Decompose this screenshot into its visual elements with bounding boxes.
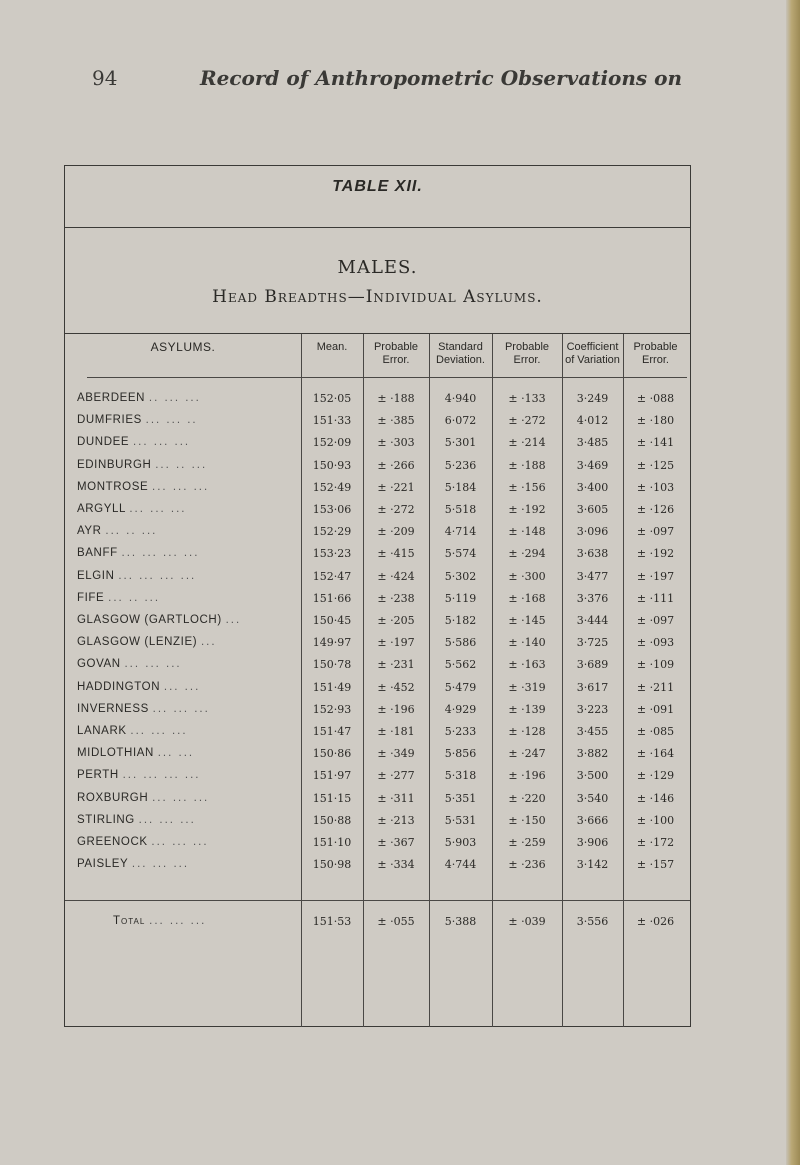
table-row (65, 700, 690, 722)
cell-probable-error-2: ± ·188 (508, 458, 546, 472)
cell-probable-error-2: ± ·150 (508, 813, 546, 827)
cell-mean: 151·33 (312, 414, 352, 428)
cell-standard-deviation: 4·940 (444, 392, 477, 405)
table-row (65, 500, 690, 522)
total-standard-deviation: 5·388 (444, 915, 477, 928)
cell-coefficient-of-variation: 3·906 (576, 836, 609, 849)
cell-mean: 151·97 (312, 769, 352, 783)
cell-standard-deviation: 5·236 (444, 458, 477, 472)
cell-probable-error-1: ± ·221 (377, 480, 415, 494)
cell-probable-error-1: ± ·311 (377, 791, 415, 805)
cell-probable-error-1: ± ·415 (377, 547, 415, 561)
cell-probable-error-1: ± ·196 (377, 702, 415, 716)
title-rule (65, 227, 690, 228)
cell-coefficient-of-variation: 3·500 (576, 769, 609, 783)
cell-probable-error-1: ± ·266 (377, 458, 415, 472)
cell-probable-error-1: ± ·349 (377, 747, 415, 761)
asylum-name: GREENOCK ... ... ... (77, 836, 209, 848)
asylum-name: GOVAN ... ... ... (77, 658, 182, 671)
cell-mean: 153·23 (312, 547, 352, 561)
asylum-name: BANFF ... ... ... ... (77, 547, 200, 560)
cell-probable-error-2: ± ·128 (508, 725, 546, 738)
header-asylums: ASYLUMS. (150, 340, 216, 354)
cell-standard-deviation: 5·574 (444, 547, 477, 561)
cell-probable-error-2: ± ·214 (508, 436, 546, 450)
cell-standard-deviation: 5·518 (444, 503, 477, 516)
cell-mean: 152·49 (312, 480, 352, 494)
table-row (65, 833, 690, 855)
table-row (65, 744, 690, 766)
asylum-name: FIFE ... .. ... (77, 591, 161, 604)
cell-mean: 151·15 (312, 791, 352, 805)
header-probable-error-1: Probable Error. (373, 341, 419, 366)
header-probable-error-3: Probable Error. (633, 341, 678, 366)
asylum-name: DUNDEE ... ... ... (77, 436, 191, 449)
cell-mean: 151·47 (312, 725, 352, 738)
cell-coefficient-of-variation: 3·376 (576, 591, 609, 605)
cell-probable-error-3: ± ·129 (636, 769, 675, 783)
cell-standard-deviation: 5·856 (444, 747, 477, 761)
cell-probable-error-2: ± ·163 (508, 658, 546, 672)
cell-probable-error-2: ± ·294 (508, 547, 546, 561)
running-title: Record of Anthropometric Observations on (200, 66, 683, 90)
cell-probable-error-3: ± ·172 (636, 836, 675, 849)
asylum-name: ROXBURGH ... ... ... (77, 791, 210, 804)
cell-probable-error-3: ± ·103 (636, 480, 675, 494)
header-probable-error-2: Probable Error. (504, 341, 550, 366)
table-row (65, 522, 690, 544)
asylum-name: GLASGOW (LENZIE) ... (77, 636, 217, 649)
cell-coefficient-of-variation: 3·142 (576, 858, 609, 872)
cell-probable-error-2: ± ·220 (508, 791, 546, 805)
cell-probable-error-1: ± ·238 (377, 591, 415, 605)
cell-mean: 150·88 (312, 813, 352, 827)
cell-coefficient-of-variation: 3·485 (576, 436, 609, 450)
cell-standard-deviation: 5·301 (444, 436, 477, 450)
cell-probable-error-2: ± ·168 (508, 591, 546, 605)
cell-coefficient-of-variation: 3·096 (576, 525, 609, 539)
cell-probable-error-3: ± ·109 (636, 658, 675, 672)
table-row (65, 544, 690, 566)
cell-coefficient-of-variation: 3·249 (576, 392, 609, 405)
cell-probable-error-2: ± ·247 (508, 747, 546, 761)
cell-mean: 150·93 (312, 458, 352, 472)
cell-probable-error-3: ± ·091 (636, 702, 675, 716)
table-title: TABLE XII. (332, 178, 423, 195)
cell-probable-error-2: ± ·196 (508, 769, 546, 783)
cell-mean: 151·10 (312, 836, 352, 849)
table-row (65, 567, 690, 589)
total-probable-error-2: ± ·039 (508, 915, 546, 928)
cell-probable-error-2: ± ·272 (508, 414, 546, 428)
cell-coefficient-of-variation: 3·477 (576, 569, 609, 583)
cell-coefficient-of-variation: 3·666 (576, 813, 609, 827)
total-coefficient-of-variation: 3·556 (576, 915, 609, 928)
cell-probable-error-3: ± ·211 (636, 680, 675, 694)
cell-probable-error-1: ± ·188 (377, 392, 415, 405)
cell-standard-deviation: 5·903 (444, 836, 477, 849)
cell-standard-deviation: 5·479 (444, 680, 477, 694)
page-number: 94 (92, 66, 118, 90)
asylum-name: EDINBURGH ... .. ... (77, 458, 208, 471)
cell-probable-error-2: ± ·236 (508, 858, 546, 872)
cell-standard-deviation: 5·302 (444, 569, 477, 583)
asylum-name: DUMFRIES ... ... .. (77, 414, 198, 427)
asylum-name: MONTROSE ... ... ... (77, 480, 210, 493)
header-mean: Mean. (316, 341, 348, 353)
cell-coefficient-of-variation: 4·012 (576, 414, 609, 428)
cell-standard-deviation: 4·744 (444, 858, 477, 872)
cell-probable-error-3: ± ·097 (636, 614, 675, 627)
table-row (65, 811, 690, 833)
table-row (65, 678, 690, 700)
cell-probable-error-2: ± ·145 (508, 614, 546, 627)
cell-standard-deviation: 4·929 (444, 702, 477, 716)
cell-coefficient-of-variation: 3·455 (576, 725, 609, 738)
total-mean: 151·53 (312, 915, 352, 928)
cell-mean: 153·06 (312, 503, 352, 516)
cell-mean: 151·66 (312, 591, 352, 605)
table-sex-heading: MALES. (337, 257, 418, 278)
cell-probable-error-3: ± ·146 (636, 791, 675, 805)
table-row (65, 633, 690, 655)
cell-probable-error-3: ± ·088 (636, 392, 675, 405)
page-edge (786, 0, 800, 1165)
asylum-name: LANARK ... ... ... (77, 725, 188, 737)
cell-probable-error-2: ± ·259 (508, 836, 546, 849)
cell-probable-error-3: ± ·085 (636, 725, 675, 738)
cell-mean: 150·86 (312, 747, 352, 761)
cell-probable-error-2: ± ·319 (508, 680, 546, 694)
cell-probable-error-1: ± ·277 (377, 769, 415, 783)
cell-mean: 152·09 (312, 436, 352, 450)
cell-probable-error-1: ± ·334 (377, 858, 415, 872)
asylum-name: ABERDEEN .. ... ... (77, 392, 201, 404)
cell-probable-error-1: ± ·197 (377, 636, 415, 650)
cell-mean: 152·93 (312, 702, 352, 716)
cell-mean: 150·45 (312, 614, 352, 627)
cell-standard-deviation: 5·119 (444, 591, 477, 605)
cell-probable-error-3: ± ·180 (636, 414, 675, 428)
cell-probable-error-1: ± ·424 (377, 569, 415, 583)
cell-probable-error-2: ± ·192 (508, 503, 546, 516)
table-row (65, 478, 690, 500)
cell-coefficient-of-variation: 3·882 (576, 747, 609, 761)
cell-coefficient-of-variation: 3·469 (576, 458, 609, 472)
cell-probable-error-1: ± ·385 (377, 414, 415, 428)
table-row (65, 456, 690, 478)
cell-probable-error-2: ± ·148 (508, 525, 546, 539)
table-row (65, 589, 690, 611)
table-row (65, 722, 690, 744)
cell-probable-error-3: ± ·125 (636, 458, 675, 472)
cell-standard-deviation: 5·531 (444, 813, 477, 827)
cell-probable-error-1: ± ·205 (377, 614, 415, 627)
cell-probable-error-1: ± ·452 (377, 680, 415, 694)
cell-coefficient-of-variation: 3·223 (576, 702, 609, 716)
header-standard-deviation: Standard Deviation. (436, 341, 485, 366)
table-row (65, 655, 690, 677)
asylum-name: STIRLING ... ... ... (77, 813, 196, 826)
cell-probable-error-1: ± ·272 (377, 503, 415, 516)
cell-probable-error-1: ± ·181 (377, 725, 415, 738)
cell-probable-error-3: ± ·164 (636, 747, 675, 761)
cell-probable-error-1: ± ·303 (377, 436, 415, 450)
asylum-name: ELGIN ... ... ... ... (77, 569, 197, 582)
total-probable-error-1: ± ·055 (377, 915, 415, 928)
asylum-name: MIDLOTHIAN ... ... (77, 747, 195, 760)
cell-probable-error-2: ± ·156 (508, 480, 546, 494)
table-row (65, 389, 690, 411)
cell-mean: 152·05 (312, 392, 352, 405)
cell-mean: 151·49 (312, 680, 352, 694)
cell-mean: 149·97 (312, 636, 352, 650)
cell-probable-error-3: ± ·097 (636, 525, 675, 539)
table-row (65, 789, 690, 811)
total-row (65, 912, 690, 934)
table-row (65, 855, 690, 877)
cell-mean: 152·29 (312, 525, 352, 539)
table-row (65, 611, 690, 633)
cell-probable-error-3: ± ·192 (636, 547, 675, 561)
table-row (65, 433, 690, 455)
cell-coefficient-of-variation: 3·725 (576, 636, 609, 650)
cell-probable-error-1: ± ·213 (377, 813, 415, 827)
cell-probable-error-2: ± ·300 (508, 569, 546, 583)
asylum-name: INVERNESS ... ... ... (77, 702, 210, 715)
cell-probable-error-3: ± ·141 (636, 436, 675, 450)
cell-standard-deviation: 5·351 (444, 791, 477, 805)
cell-probable-error-2: ± ·140 (508, 636, 546, 650)
cell-coefficient-of-variation: 3·638 (576, 547, 609, 561)
cell-probable-error-3: ± ·093 (636, 636, 675, 650)
asylum-name: ARGYLL ... ... ... (77, 503, 187, 515)
asylum-name: HADDINGTON ... ... (77, 680, 201, 693)
cell-probable-error-2: ± ·133 (508, 392, 546, 405)
cell-coefficient-of-variation: 3·540 (576, 791, 609, 805)
cell-probable-error-3: ± ·111 (636, 591, 675, 605)
cell-probable-error-3: ± ·126 (636, 503, 675, 516)
asylum-name: AYR ... .. ... (77, 525, 158, 538)
cell-probable-error-3: ± ·100 (636, 813, 675, 827)
cell-probable-error-1: ± ·367 (377, 836, 415, 849)
asylum-name: PAISLEY ... ... ... (77, 858, 190, 871)
cell-mean: 150·98 (312, 858, 352, 872)
running-head (92, 66, 692, 90)
cell-coefficient-of-variation: 3·617 (576, 680, 609, 694)
total-probable-error-3: ± ·026 (636, 915, 675, 928)
cell-coefficient-of-variation: 3·605 (576, 503, 609, 516)
cell-standard-deviation: 5·318 (444, 769, 477, 783)
asylum-name: PERTH ... ... ... ... (77, 769, 201, 782)
cell-standard-deviation: 6·072 (444, 414, 477, 428)
cell-probable-error-3: ± ·157 (636, 858, 675, 872)
cell-standard-deviation: 5·184 (444, 480, 477, 494)
subtitle-rule (65, 333, 690, 334)
cell-probable-error-1: ± ·209 (377, 525, 415, 539)
table-row (65, 766, 690, 788)
cell-coefficient-of-variation: 3·689 (576, 658, 609, 672)
header-coefficient-of-variation: Coefficient of Variation (565, 341, 620, 366)
cell-standard-deviation: 5·586 (444, 636, 477, 650)
cell-standard-deviation: 5·562 (444, 658, 477, 672)
cell-standard-deviation: 4·714 (444, 525, 477, 539)
table-frame (64, 165, 691, 1027)
header-rule (87, 377, 687, 378)
cell-standard-deviation: 5·182 (444, 614, 477, 627)
cell-probable-error-1: ± ·231 (377, 658, 415, 672)
cell-mean: 150·78 (312, 658, 352, 672)
table-subtitle: Head Breadths—Individual Asylums. (212, 287, 543, 307)
total-rule (65, 900, 690, 901)
total-label: Total ... ... ... (113, 915, 207, 927)
table-row (65, 411, 690, 433)
asylum-name: GLASGOW (GARTLOCH) ... (77, 614, 242, 626)
cell-standard-deviation: 5·233 (444, 725, 477, 738)
cell-coefficient-of-variation: 3·400 (576, 480, 609, 494)
cell-probable-error-3: ± ·197 (636, 569, 675, 583)
cell-mean: 152·47 (312, 569, 352, 583)
cell-coefficient-of-variation: 3·444 (576, 614, 609, 627)
cell-probable-error-2: ± ·139 (508, 702, 546, 716)
